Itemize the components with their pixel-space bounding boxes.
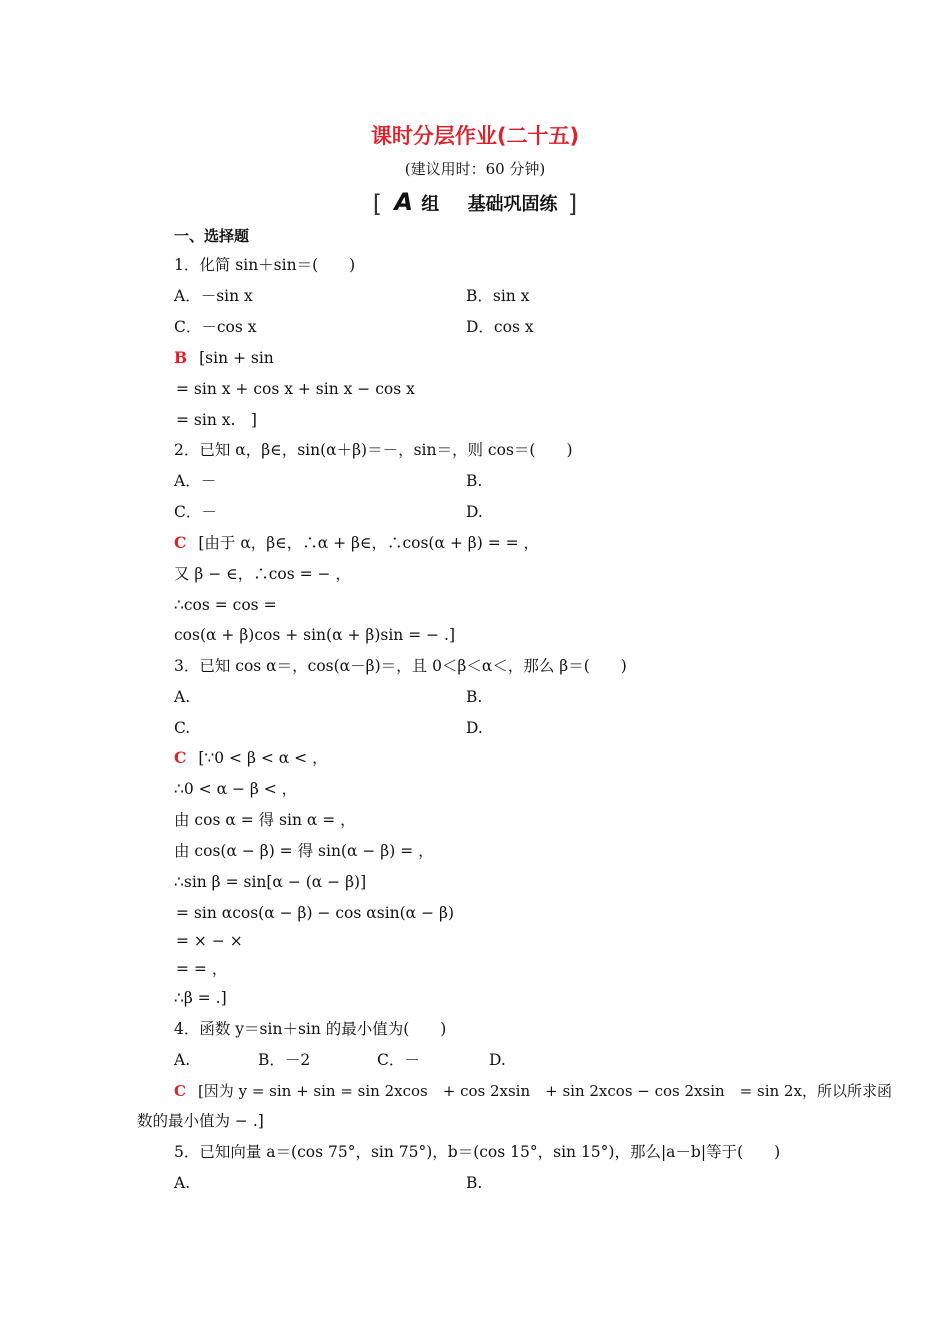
- q1-answer: B: [174, 348, 188, 367]
- q4-option-c: C．－: [377, 1051, 420, 1069]
- q5-stem: 5．已知向量 a＝(cos 75°，sin 75°)，b＝(cos 15°，sin 15°)，那么|a－b|等于( ): [174, 1143, 781, 1161]
- q1-stem: 1．化简 sin＋sin＝( ): [174, 256, 356, 274]
- q2-solution-line: [174, 533, 539, 553]
- q4-solution-line: [174, 1081, 892, 1101]
- q2-solution-step: ∴cos = cos =: [174, 596, 277, 614]
- q3-option-d: D.: [466, 719, 483, 737]
- q1-option-c: C．－cos x: [174, 318, 257, 336]
- q1-option-a: A．－sin x: [174, 287, 253, 305]
- q1-solution-step: = sin x. ]: [176, 411, 257, 429]
- q3-solution-step: = = ，: [176, 960, 228, 978]
- q4-option-a: A.: [174, 1051, 191, 1069]
- q3-solution-step: ∴β = .]: [174, 989, 227, 1007]
- q2-option-c: C．－: [174, 503, 217, 521]
- q1-option-b: B．sin x: [466, 287, 530, 305]
- q3-solution-step: ∴sin β = sin[α − (α − β)]: [174, 873, 367, 891]
- q2-option-a: A．－: [174, 472, 217, 490]
- q2-option-d: D.: [466, 503, 483, 521]
- q2-stem: 2．已知 α，β∈，sin(α＋β)＝－，sin＝，则 cos＝( ): [174, 441, 573, 459]
- q5-option-a: A.: [174, 1174, 191, 1192]
- q3-answer: C: [174, 748, 187, 767]
- q3-option-b: B.: [466, 688, 483, 706]
- section-heading: 一、选择题: [174, 227, 250, 245]
- group-name: 基础巩固练: [467, 194, 558, 215]
- q3-solution-step: 由 cos(α − β) = 得 sin(α − β) = ，: [174, 842, 434, 860]
- q4-option-d: D.: [489, 1051, 506, 1069]
- q3-solution-step: = × − ×: [176, 932, 243, 950]
- q4-stem: 4．函数 y＝sin＋sin 的最小值为( ): [174, 1020, 447, 1038]
- q1-solution-text: [sin + sin: [199, 349, 274, 367]
- page-title: 课时分层作业(二十五): [370, 124, 580, 148]
- q4-solution-text: [因为 y = sin + sin = sin 2xcos + cos 2xsin + sin 2xcos − cos 2xsin = sin 2x，所以所求函: [197, 1082, 892, 1100]
- q2-solution-step: 又 β − ∈，∴cos = − ，: [174, 565, 351, 583]
- group-label: 组: [421, 194, 440, 215]
- right-bracket: ]: [567, 190, 578, 218]
- q2-option-b: B.: [466, 472, 483, 490]
- q3-solution-step: = sin αcos(α − β) − cos αsin(α − β): [176, 904, 454, 922]
- q3-option-a: A.: [174, 688, 191, 706]
- left-bracket: [: [372, 190, 383, 218]
- q3-solution-step: ∴0 < α − β < ，: [174, 780, 298, 798]
- q4-solution-step: 数的最小值为 − .]: [137, 1112, 264, 1130]
- q3-solution-line: [174, 748, 328, 768]
- q3-stem: 3．已知 cos α＝，cos(α－β)＝，且 0＜β＜α＜，那么 β＝( ): [174, 657, 627, 675]
- suggested-time: (建议用时：60 分钟): [404, 160, 546, 178]
- q4-answer: C: [174, 1082, 186, 1100]
- q4-option-b: B．－2: [258, 1051, 311, 1069]
- group-header: [0, 188, 950, 218]
- q1-solution-line: [174, 348, 274, 368]
- q2-solution-step: cos(α + β)cos + sin(α + β)sin = − .]: [174, 626, 456, 644]
- q3-solution-text: [∵0 < β < α < ，: [198, 749, 328, 767]
- q2-answer: C: [174, 533, 187, 552]
- q5-option-b: B.: [466, 1174, 483, 1192]
- q1-solution-step: = sin x + cos x + sin x − cos x: [176, 380, 415, 398]
- q1-option-d: D．cos x: [466, 318, 534, 336]
- group-letter: A: [394, 188, 413, 216]
- q2-solution-text: [由于 α，β∈，∴α + β∈，∴cos(α + β) = = ，: [198, 534, 540, 552]
- q3-solution-step: 由 cos α = 得 sin α = ，: [174, 811, 356, 829]
- q3-option-c: C.: [174, 719, 191, 737]
